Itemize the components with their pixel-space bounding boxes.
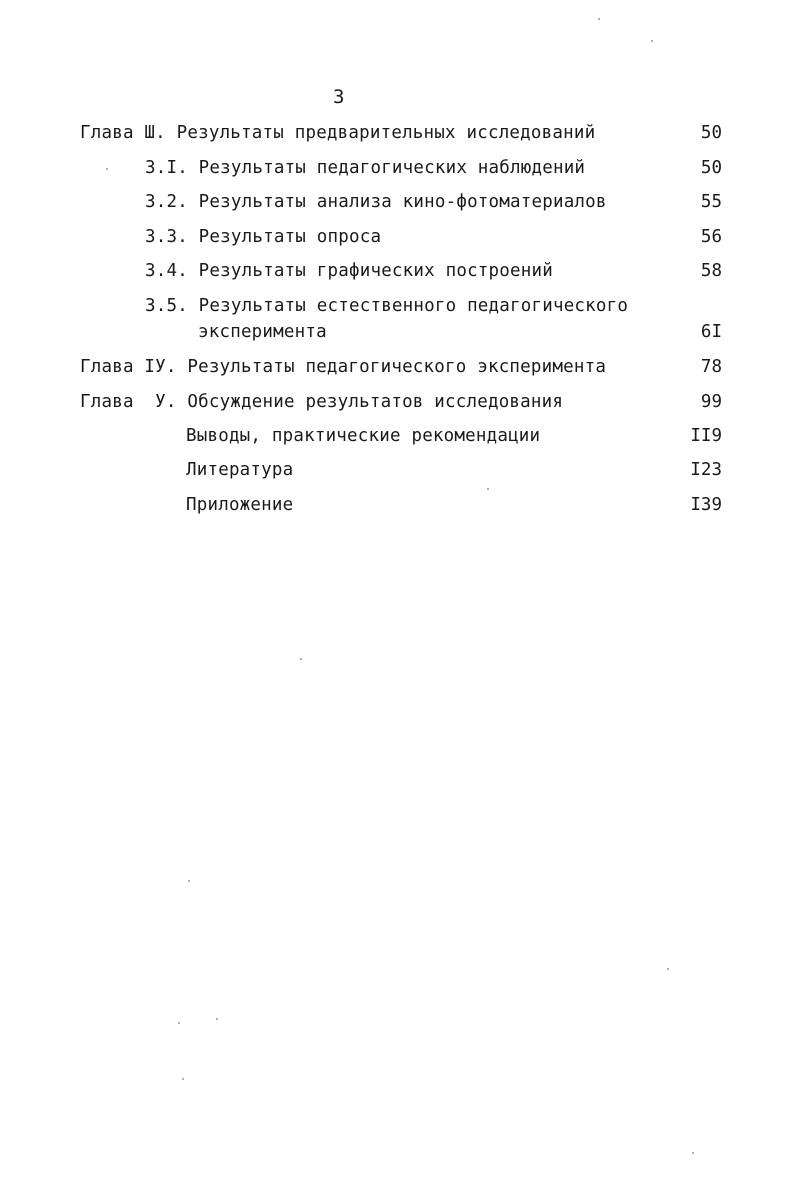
toc-appendix-title: Приложение [186, 495, 294, 515]
toc-section-3-2-title: 3.2. Результаты анализа кино-фотоматериалов [145, 192, 607, 212]
toc-literature-page: I23 [690, 460, 722, 480]
scan-speck [667, 968, 669, 970]
page-number: 3 [333, 86, 345, 108]
scan-speck [300, 658, 302, 660]
toc-conclusions-page: II9 [690, 426, 722, 446]
toc-chapter-5-title: Глава У. Обсуждение результатов исследования [80, 392, 564, 412]
scan-speck [651, 40, 653, 42]
toc-chapter-3-page: 50 [700, 123, 722, 143]
scan-speck [598, 18, 600, 20]
toc-section-3-1-page: 50 [700, 158, 722, 178]
toc-section-3-5-page: 6I [700, 322, 722, 342]
scan-speck [692, 1152, 694, 1154]
scan-speck [216, 1018, 218, 1020]
toc-section-3-4-title: 3.4. Результаты графических построений [145, 261, 553, 281]
toc-chapter-4-page: 78 [700, 357, 722, 377]
toc-chapter-5-page: 99 [700, 392, 722, 412]
toc-section-3-1-title: 3.I. Результаты педагогических наблюдений [145, 158, 586, 178]
toc-section-3-3-page: 56 [700, 227, 722, 247]
toc-section-3-2-page: 55 [700, 192, 722, 212]
toc-section-3-5-title: 3.5. Результаты естественного педагогического [145, 296, 629, 316]
toc-section-3-3-title: 3.3. Результаты опроса [145, 227, 382, 247]
scan-speck [178, 1022, 180, 1024]
scan-speck [188, 880, 190, 882]
toc-literature-title: Литература [186, 460, 294, 480]
scan-speck [106, 168, 108, 170]
toc-conclusions-title: Выводы, практические рекомендации [186, 426, 541, 446]
toc-appendix-page: I39 [690, 495, 722, 515]
toc-section-3-5-title-cont: эксперимента [198, 322, 327, 342]
scan-speck [182, 1078, 184, 1080]
toc-chapter-3-title: Глава Ш. Результаты предварительных исследований [80, 123, 596, 143]
scan-speck [487, 488, 489, 490]
toc-section-3-4-page: 58 [700, 261, 722, 281]
toc-chapter-4-title: Глава IУ. Результаты педагогического эксперимента [80, 357, 607, 377]
